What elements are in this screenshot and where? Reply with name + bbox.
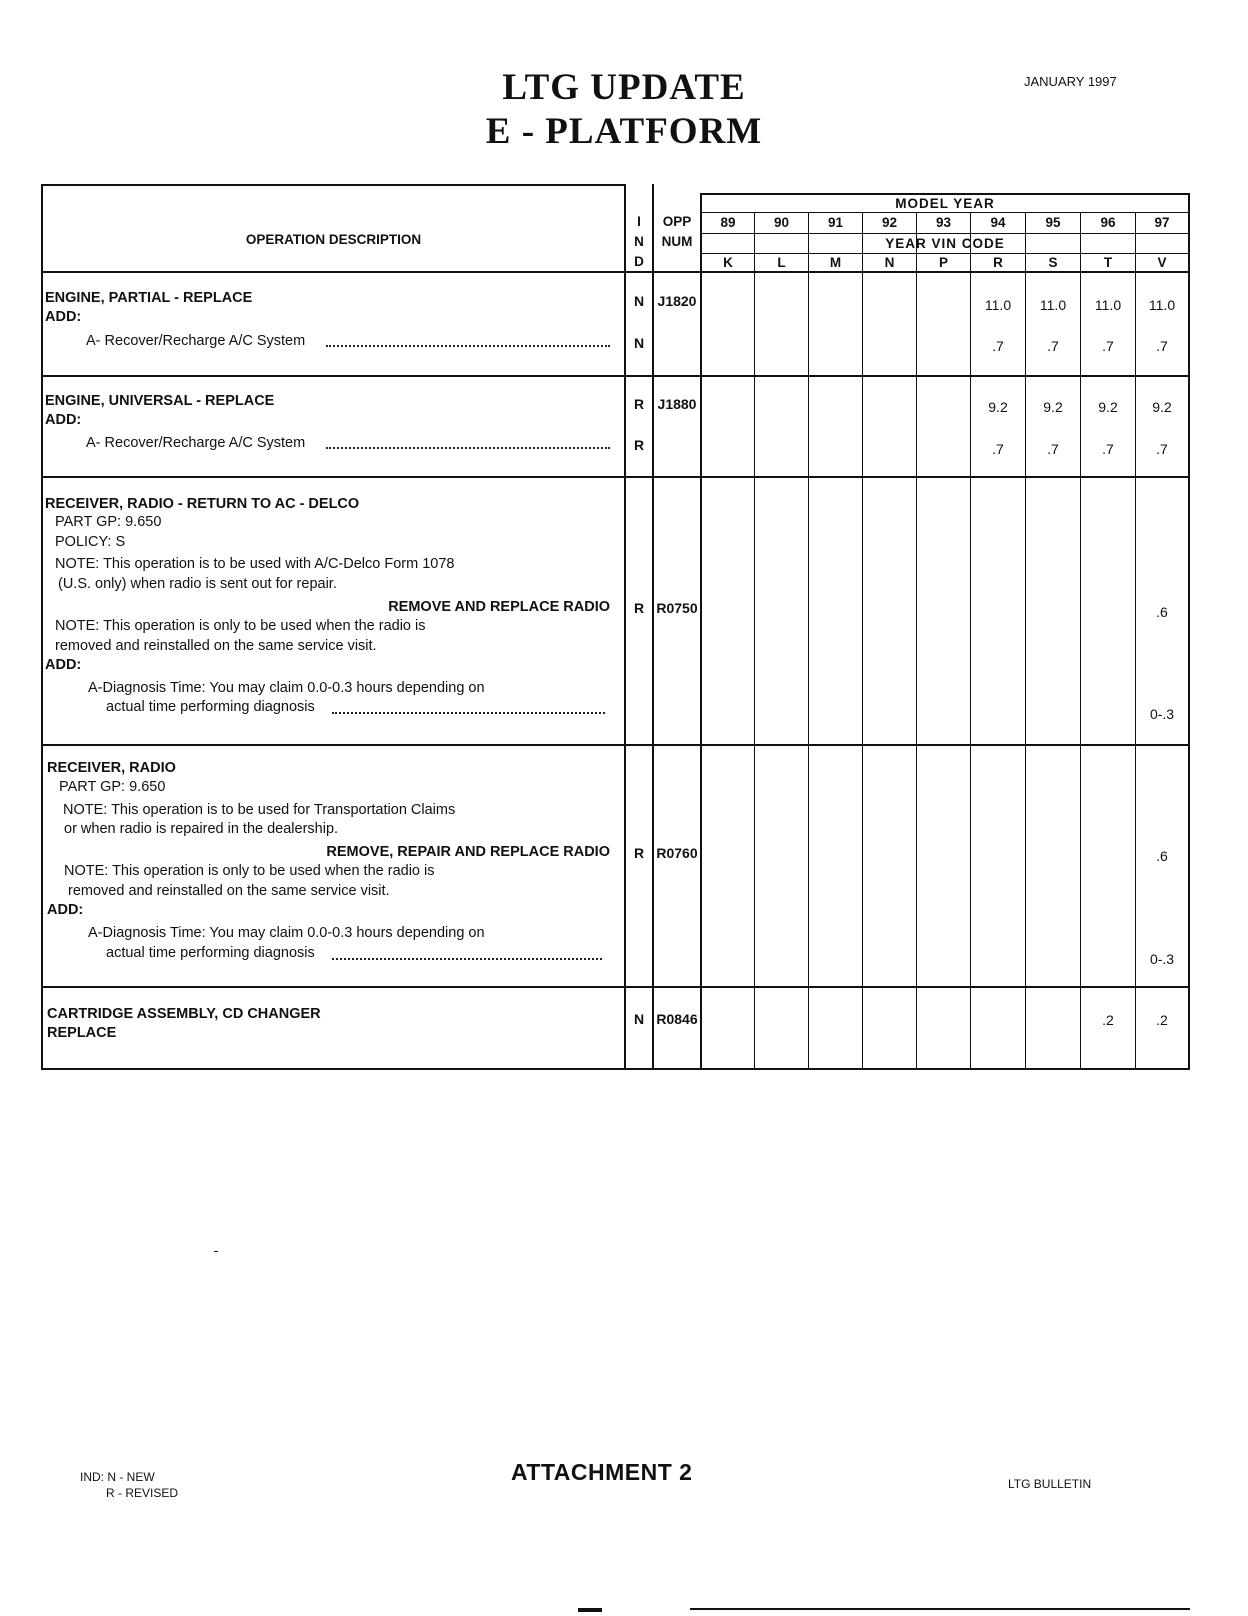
sub-value-95: .7 bbox=[1047, 441, 1059, 457]
sub-value-94: .7 bbox=[992, 338, 1004, 354]
vin-code-t: T bbox=[1103, 255, 1113, 270]
row-sub-operation: A- Recover/Recharge A/C System bbox=[86, 333, 306, 349]
row-policy: POLICY: S bbox=[55, 534, 126, 550]
row-opp-num: R0750 bbox=[656, 600, 698, 616]
year-vin-code-label: YEAR VIN CODE bbox=[885, 236, 1005, 251]
row-ind: R bbox=[633, 600, 645, 616]
sub-value-97: .7 bbox=[1156, 441, 1168, 457]
row-add-label: ADD: bbox=[45, 412, 82, 428]
row-diagnosis-2: actual time performing diagnosis bbox=[106, 945, 315, 961]
value-97: .6 bbox=[1156, 848, 1168, 864]
column-header-operation-description: OPERATION DESCRIPTION bbox=[245, 232, 422, 247]
row-add-label: ADD: bbox=[47, 902, 84, 918]
vin-code-k: K bbox=[723, 255, 733, 270]
row-add-label: ADD: bbox=[45, 657, 82, 673]
year-93: 93 bbox=[935, 215, 952, 230]
value-97: 9.2 bbox=[1152, 399, 1172, 415]
row-sub-ind: N bbox=[633, 335, 645, 351]
row-part-group: PART GP: 9.650 bbox=[55, 514, 162, 530]
row-part-group: PART GP: 9.650 bbox=[59, 779, 166, 795]
row-operation: REMOVE AND REPLACE RADIO bbox=[388, 599, 610, 615]
row-title: CARTRIDGE ASSEMBLY, CD CHANGER bbox=[47, 1006, 321, 1022]
row-opp-num: R0846 bbox=[656, 1011, 698, 1027]
sub-value-95: .7 bbox=[1047, 338, 1059, 354]
row-sub-operation: A- Recover/Recharge A/C System bbox=[86, 435, 306, 451]
row-sub-ind: R bbox=[633, 437, 645, 453]
year-89: 89 bbox=[720, 215, 736, 230]
value-97: .2 bbox=[1156, 1012, 1168, 1028]
sub-value-96: .7 bbox=[1102, 441, 1114, 457]
row-add-label: ADD: bbox=[45, 309, 82, 325]
row-title-2: REPLACE bbox=[47, 1025, 117, 1041]
row-diagnosis-1: A-Diagnosis Time: You may claim 0.0-0.3 hours depending on bbox=[88, 925, 485, 941]
row-opp-num: R0760 bbox=[656, 845, 698, 861]
vin-code-r: R bbox=[993, 255, 1003, 270]
row-title: ENGINE, PARTIAL - REPLACE bbox=[45, 290, 253, 306]
year-90: 90 bbox=[773, 215, 790, 230]
diagnosis-value-97: 0-.3 bbox=[1149, 951, 1175, 967]
year-91: 91 bbox=[827, 215, 844, 230]
model-year-label: MODEL YEAR bbox=[895, 196, 995, 211]
row-note-2a: NOTE: This operation is only to be used when the radio is bbox=[64, 863, 435, 879]
value-94: 11.0 bbox=[984, 297, 1012, 313]
row-note-1a: NOTE: This operation is to be used for Transportation Claims bbox=[63, 802, 456, 818]
value-97: .6 bbox=[1156, 604, 1168, 620]
row-note-2b: removed and reinstalled on the same service visit. bbox=[68, 883, 390, 899]
row-diagnosis-2: actual time performing diagnosis bbox=[106, 699, 315, 715]
vin-code-m: M bbox=[829, 255, 842, 270]
value-96: .2 bbox=[1102, 1012, 1114, 1028]
column-header-ind-2: N bbox=[634, 234, 644, 249]
value-96: 11.0 bbox=[1094, 297, 1122, 313]
page-title: LTG UPDATE bbox=[502, 67, 746, 108]
value-95: 11.0 bbox=[1039, 297, 1067, 313]
sub-value-96: .7 bbox=[1102, 338, 1114, 354]
vin-code-l: L bbox=[777, 255, 786, 270]
value-95: 9.2 bbox=[1043, 399, 1063, 415]
row-ind: R bbox=[633, 396, 645, 412]
row-title: RECEIVER, RADIO bbox=[47, 760, 176, 776]
value-94: 9.2 bbox=[988, 399, 1008, 415]
row-opp-num: J1820 bbox=[657, 293, 697, 309]
row-title: ENGINE, UNIVERSAL - REPLACE bbox=[45, 393, 275, 409]
vin-code-v: V bbox=[1157, 255, 1167, 270]
vin-code-p: P bbox=[938, 255, 948, 270]
sub-value-94: .7 bbox=[992, 441, 1004, 457]
column-header-num: NUM bbox=[661, 234, 693, 249]
value-96: 9.2 bbox=[1098, 399, 1118, 415]
row-note-1a: NOTE: This operation is to be used with A/C-Delco Form 1078 bbox=[55, 556, 455, 572]
sub-value-97: .7 bbox=[1156, 338, 1168, 354]
row-note-1b: (U.S. only) when radio is sent out for repair. bbox=[58, 576, 337, 592]
attachment-label: ATTACHMENT 2 bbox=[511, 1459, 693, 1485]
row-ind: R bbox=[633, 845, 645, 861]
year-97: 97 bbox=[1154, 215, 1170, 230]
stray-mark bbox=[214, 1251, 218, 1252]
year-95: 95 bbox=[1045, 215, 1061, 230]
vin-code-n: N bbox=[884, 255, 895, 270]
row-diagnosis-1: A-Diagnosis Time: You may claim 0.0-0.3 hours depending on bbox=[88, 680, 485, 696]
column-header-ind-1: I bbox=[637, 214, 641, 229]
year-94: 94 bbox=[990, 215, 1006, 230]
document-date: JANUARY 1997 bbox=[1024, 74, 1117, 89]
diagnosis-value-97: 0-.3 bbox=[1149, 706, 1175, 722]
row-ind: N bbox=[633, 1011, 645, 1027]
year-96: 96 bbox=[1100, 215, 1116, 230]
row-note-1b: or when radio is repaired in the dealership. bbox=[64, 821, 339, 837]
row-opp-num: J1880 bbox=[657, 396, 697, 412]
page-subtitle: E - PLATFORM bbox=[485, 111, 763, 152]
row-title: RECEIVER, RADIO - RETURN TO AC - DELCO bbox=[45, 496, 360, 512]
row-operation: REMOVE, REPAIR AND REPLACE RADIO bbox=[326, 844, 610, 860]
year-92: 92 bbox=[881, 215, 898, 230]
row-note-2a: NOTE: This operation is only to be used when the radio is bbox=[55, 618, 426, 634]
row-note-2b: removed and reinstalled on the same service visit. bbox=[55, 638, 377, 654]
row-ind: N bbox=[633, 293, 645, 309]
vin-code-s: S bbox=[1048, 255, 1058, 270]
legend-revised: R - REVISED bbox=[106, 1486, 179, 1500]
column-header-ind-3: D bbox=[634, 254, 644, 269]
bulletin-label: LTG BULLETIN bbox=[1008, 1477, 1092, 1491]
edge-mark bbox=[578, 1608, 602, 1612]
legend-new: IND: N - NEW bbox=[80, 1470, 155, 1484]
value-97: 11.0 bbox=[1148, 297, 1176, 313]
bottom-edge-line bbox=[690, 1608, 1190, 1610]
column-header-opp: OPP bbox=[662, 214, 692, 229]
